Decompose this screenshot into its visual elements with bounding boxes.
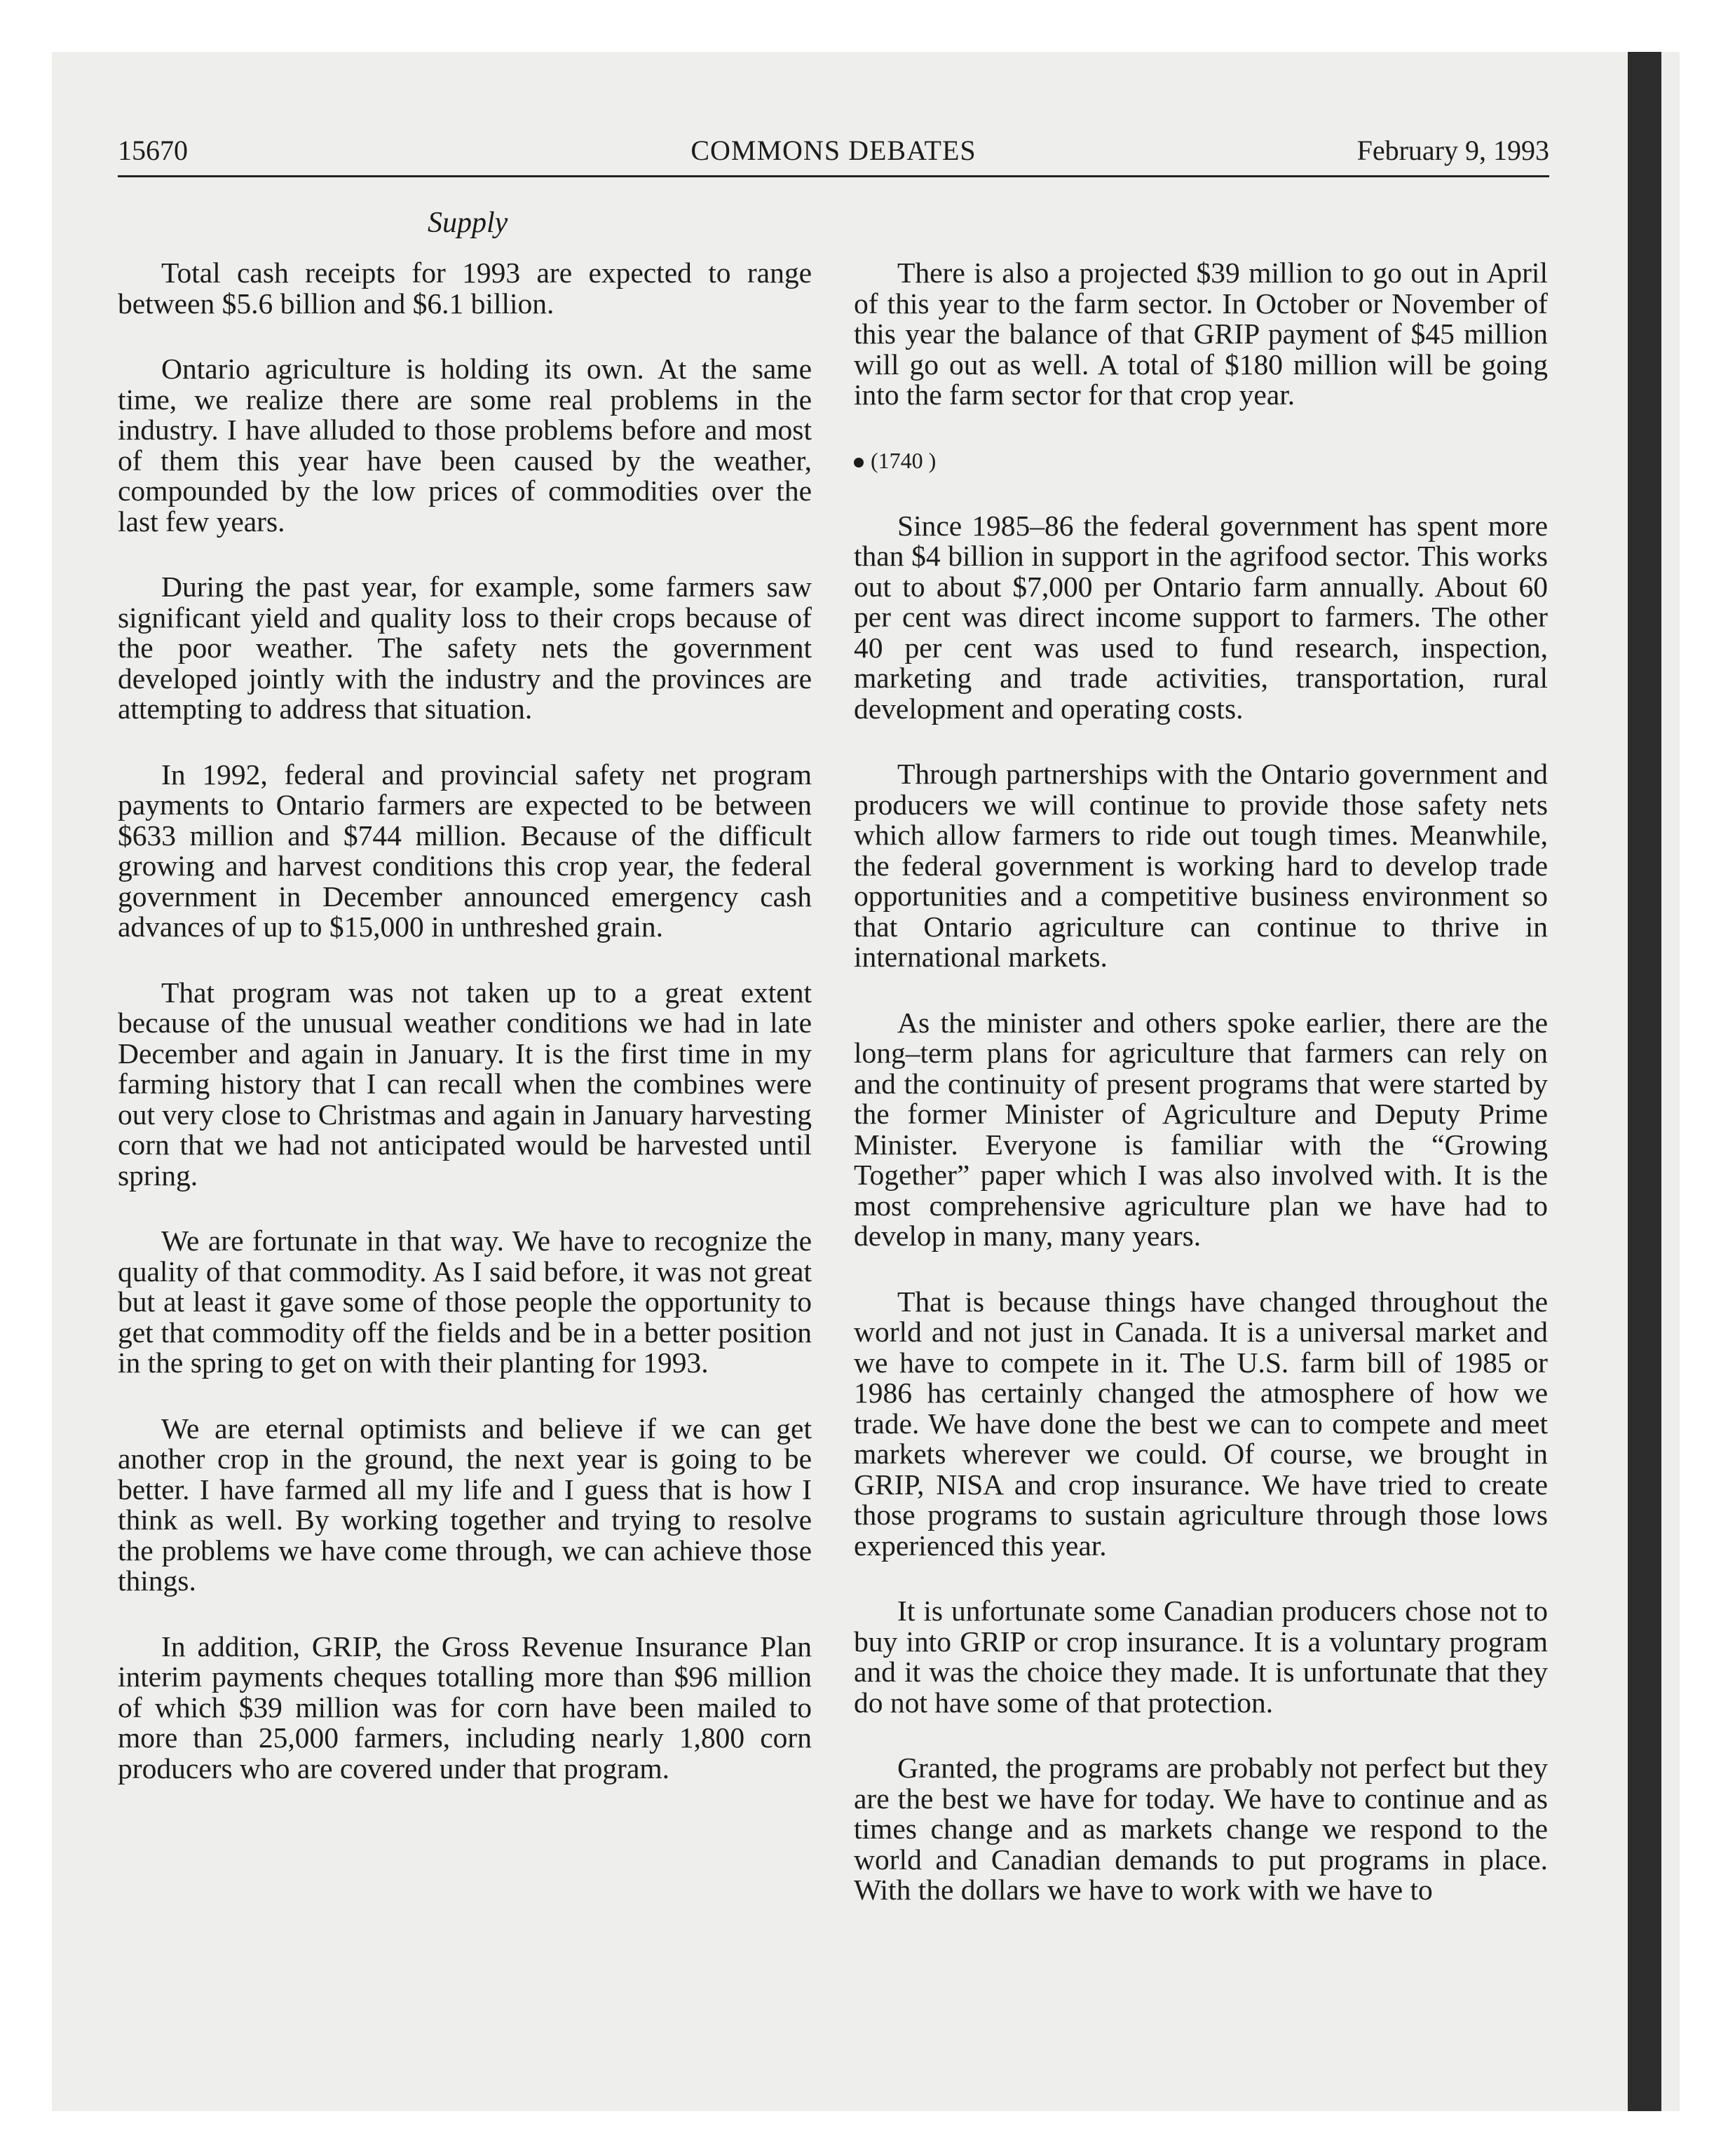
scan-edge-shadow bbox=[1628, 52, 1661, 2111]
timestamp-text: (1740 ) bbox=[871, 447, 937, 473]
paragraph: That is because things have changed throughout the world and not just in Canada. It is a universal market and we have to compete in it. The U.S. farm bill of 1985 or 1986 has certainly changed the atmosphere of how we trade. We have done the best we can to compete and meet markets wherever we could. Of course, we brought in GRIP, NISA and crop insurance. We have tried to create those programs to sustain agriculture through those lows experienced this year. bbox=[854, 1285, 1548, 1562]
paragraph: Granted, the programs are probably not perfect but they are the best we have for today. We have to continue and as times change and as markets change we respond to the world and Canadian demands to put programs in place. With the dollars we have to work with we have to bbox=[854, 1752, 1548, 1906]
paragraph: We are eternal optimists and believe if we can get another crop in the ground, the next year is going to be better. I have farmed all my life and I guess that is how I think as well. By working together and trying to resolve the problems we have come through, we can achieve those things. bbox=[118, 1412, 812, 1597]
paragraph: It is unfortunate some Canadian producers chose not to buy into GRIP or crop insurance. It is a voluntary program and it was the choice they made. It is unfortunate that they do not have some of that protection. bbox=[854, 1595, 1548, 1719]
paragraph: We are fortunate in that way. We have to recognize the quality of that commodity. As I said before, it was not great but at least it gave some of those people the opportunity to get that commodity off the fields and be in a better position in the spring to get on with their planting for 1993. bbox=[118, 1224, 812, 1379]
paragraph: Through partnerships with the Ontario government and producers we will continue to provide those safety nets which allow farmers to ride out tough times. Meanwhile, the federal government is working hard to develop trade opportunities and a competitive business environment so that Ontario agriculture can continue to thrive in international markets. bbox=[854, 758, 1548, 973]
paragraph: In 1992, federal and provincial safety net program payments to Ontario farmers are expected to be between $633 million and $744 million. Because of the difficult growing and harvest conditions this crop year, the federal government in December announced emergency cash advances of up to $15,000 in unthreshed grain. bbox=[118, 758, 812, 943]
paragraph: In addition, GRIP, the Gross Revenue Insurance Plan interim payments cheques totalling more than $96 million of which $39 million was for corn have been mailed to more than 25,000 farmers, including nearly 1,800 corn producers who are covered under that program. bbox=[118, 1630, 812, 1785]
section-title: Supply bbox=[428, 207, 508, 239]
page-number: 15670 bbox=[118, 135, 188, 166]
paragraph: During the past year, for example, some farmers saw significant yield and quality loss to their crops because of the poor weather. The safety nets the government developed jointly with the industry and the provinces are attempting to address that situation. bbox=[118, 571, 812, 725]
header-date: February 9, 1993 bbox=[1356, 135, 1549, 166]
paragraph: Total cash receipts for 1993 are expected to range between $5.6 billion and $6.1 billion. bbox=[118, 257, 812, 320]
left-column bbox=[118, 258, 812, 1819]
running-title: COMMONS DEBATES bbox=[690, 135, 977, 166]
paragraph: Since 1985–86 the federal government has spent more than $4 billion in support in the agrifood sector. This works out to about $7,000 per Ontario farm annually. About 60 per cent was direct income support to farmers. The other 40 per cent was used to fund research, inspection, marketing and trade activities, transportation, rural development and operating costs. bbox=[854, 509, 1548, 725]
timestamp bbox=[854, 446, 1548, 476]
paragraph: That program was not taken up to a great extent because of the unusual weather conditions we had in late December and again in January. It is the first time in my farming history that I can recall when the combines were out very close to Christmas and again in January harvesting corn that we had not anticipated would be harvested until spring. bbox=[118, 976, 812, 1192]
paragraph: Ontario agriculture is holding its own. At the same time, we realize there are some real problems in the industry. I have alluded to those problems before and most of them this year have been caused by the weather, compounded by the low prices of commodities over the last few years. bbox=[118, 353, 812, 538]
paragraph: As the minister and others spoke earlier, there are the long–term plans for agriculture that farmers can rely on and the continuity of present programs that were started by the former Minister of Agriculture and Deputy Prime Minister. Everyone is familiar with the “Growing Together” paper which I was also involved with. It is the most comprehensive agriculture plan we have had to develop in many, many years. bbox=[854, 1006, 1548, 1252]
bullet-icon bbox=[854, 458, 864, 468]
right-column bbox=[854, 258, 1548, 1941]
paragraph: There is also a projected $39 million to go out in April of this year to the farm sector. In October or November of this year the balance of that GRIP payment of $45 million will go out as well. A total of $180 million will be going into the farm sector for that crop year. bbox=[854, 257, 1548, 411]
page-header bbox=[118, 133, 1549, 177]
